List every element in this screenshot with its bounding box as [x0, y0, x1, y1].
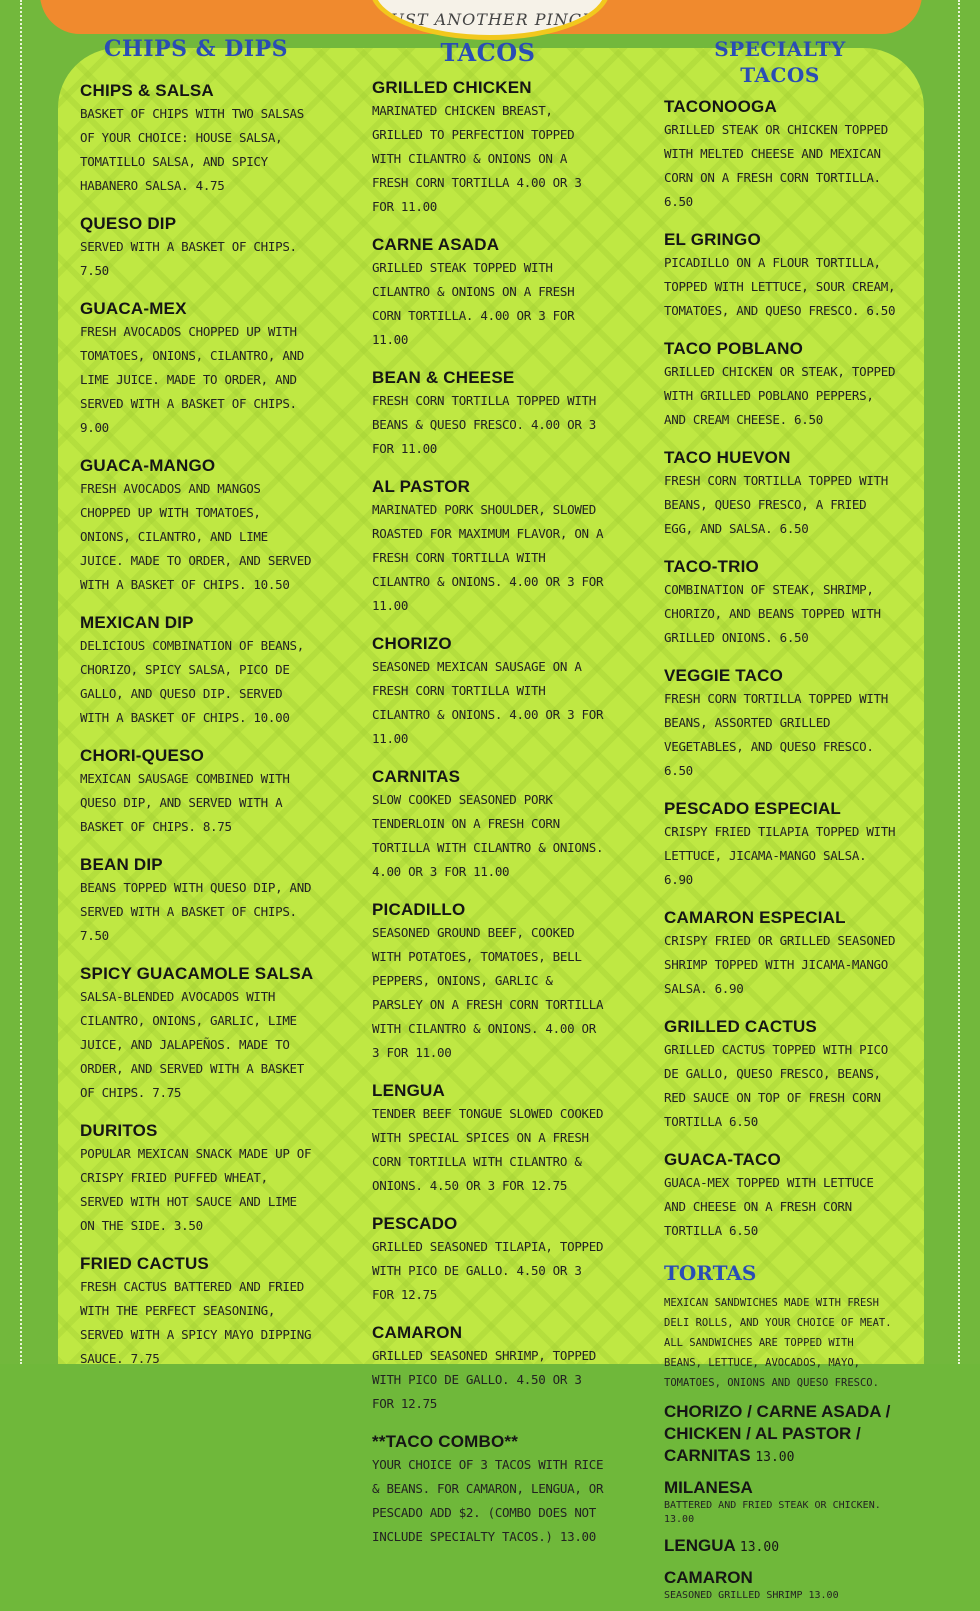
menu-item-name: SPICY GUACAMOLE SALSA — [80, 964, 314, 983]
menu-item-name: GUACA-MANGO — [80, 456, 216, 475]
specialty-title-line1: SPECIALTY — [714, 37, 846, 61]
menu-item — [664, 665, 896, 783]
menu-item — [664, 96, 896, 214]
menu-item-description: COMBINATION OF STEAK, SHRIMP, CHORIZO, AND BEANS TOPPED WITH GRILLED ONIONS. 6.50 — [664, 582, 881, 645]
menu-item-name: AL PASTOR — [372, 477, 471, 496]
torta-item — [664, 1477, 896, 1527]
menu-item-name: CAMARON ESPECIAL — [664, 908, 846, 927]
menu-item-description: GUACA-MEX TOPPED WITH LETTUCE AND CHEESE ON A FRESH CORN TORTILLA 6.50 — [664, 1175, 874, 1238]
menu-item-description: FRESH AVOCADOS AND MANGOS CHOPPED UP WITH TOMATOES, ONIONS, CILANTRO, AND LIME JUICE. MADE TO ORDER, AND SERVED WITH A BASKET OF CHIPS. 10.50 — [80, 481, 312, 592]
menu-item-description: DELICIOUS COMBINATION OF BEANS, CHORIZO, SPICY SALSA, PICO DE GALLO, AND QUESO DIP. SERVED WITH A BASKET OF CHIPS. 10.00 — [80, 638, 304, 725]
menu-item — [80, 1120, 316, 1238]
torta-item — [664, 1401, 896, 1469]
torta-price: 13.00 — [755, 1450, 795, 1465]
menu-item-name: CHORI-QUESO — [80, 746, 205, 765]
menu-item-name: CHORIZO — [372, 634, 452, 653]
menu-item-name: CARNITAS — [372, 767, 461, 786]
menu-item — [664, 447, 896, 541]
menu-item-description: CRISPY FRIED TILAPIA TOPPED WITH LETTUCE, JICAMA-MANGO SALSA. 6.90 — [664, 824, 896, 887]
menu-item — [372, 633, 604, 751]
menu-item-description: CRISPY FRIED OR GRILLED SEASONED SHRIMP TOPPED WITH JICAMA-MANGO SALSA. 6.90 — [664, 933, 896, 996]
menu-item — [372, 1431, 604, 1549]
chips-dips-column — [80, 80, 316, 1386]
menu-item — [664, 556, 896, 650]
menu-item-name: QUESO DIP — [80, 214, 177, 233]
menu-item-description: SEASONED GROUND BEEF, COOKED WITH POTATOES, TOMATOES, BELL PEPPERS, ONIONS, GARLIC & PARSLEY ON A FRESH CORN TORTILLA WITH CILANTRO & ONIONS. 4.00 OR 3 FOR 11.00 — [372, 925, 604, 1060]
chips-dips-title: CHIPS & DIPS — [104, 36, 288, 62]
menu-item-name: CARNE ASADA — [372, 235, 500, 254]
menu-item-description: FRESH CACTUS BATTERED AND FRIED WITH THE PERFECT SEASONING, SERVED WITH A SPICY MAYO DIPPING SAUCE. 7.75 — [80, 1279, 312, 1366]
menu-item — [80, 80, 316, 198]
dotted-border-left — [20, 0, 22, 1364]
torta-item — [664, 1567, 896, 1603]
menu-item — [80, 213, 316, 283]
menu-item-name: BEAN & CHEESE — [372, 368, 515, 387]
menu-item-name: TACO-TRIO — [664, 557, 759, 576]
menu-item-description: GRILLED CHICKEN OR STEAK, TOPPED WITH GRILLED POBLANO PEPPERS, AND CREAM CHEESE. 6.50 — [664, 364, 896, 427]
menu-item-description: BEANS TOPPED WITH QUESO DIP, AND SERVED WITH A BASKET OF CHIPS. 7.50 — [80, 880, 312, 943]
menu-item-description: GRILLED STEAK OR CHICKEN TOPPED WITH MELTED CHEESE AND MEXICAN CORN ON A FRESH CORN TORTILLA. 6.50 — [664, 122, 888, 209]
tortas-title: TORTAS — [664, 1261, 757, 1285]
menu-item-name: GUACA-TACO — [664, 1150, 781, 1169]
menu-item — [664, 1149, 896, 1243]
tacos-column — [372, 77, 604, 1564]
tortas-items — [664, 1401, 896, 1603]
torta-name — [664, 1567, 896, 1589]
menu-item-description: GRILLED SEASONED TILAPIA, TOPPED WITH PICO DE GALLO. 4.50 OR 3 FOR 12.75 — [372, 1239, 604, 1302]
menu-item — [664, 1016, 896, 1134]
menu-item — [372, 234, 604, 352]
torta-price: 13.00 — [739, 1540, 780, 1555]
torta-name — [664, 1401, 896, 1469]
menu-item — [80, 455, 316, 597]
tortas-intro: MEXICAN SANDWICHES MADE WITH FRESH DELI ROLLS, AND YOUR CHOICE OF MEAT. ALL SANDWICHES ARE TOPPED WITH BEANS, LETTUCE, AVOCADOS, MAYO, TOMATOES, ONIONS AND QUESO FRESCO. — [664, 1297, 892, 1389]
menu-item — [664, 798, 896, 892]
menu-item-name: LENGUA — [372, 1081, 445, 1100]
menu-item-name: GRILLED CACTUS — [664, 1017, 817, 1036]
menu-item — [664, 338, 896, 432]
menu-item-description: SEASONED MEXICAN SAUSAGE ON A FRESH CORN TORTILLA WITH CILANTRO & ONIONS. 4.00 OR 3 FOR 11.00 — [372, 659, 604, 746]
menu-item-name: BEAN DIP — [80, 855, 163, 874]
menu-item-description: SERVED WITH A BASKET OF CHIPS. 7.50 — [80, 239, 297, 278]
menu-item-name: FRIED CACTUS — [80, 1254, 209, 1273]
specialty-items — [664, 96, 896, 1243]
menu-item — [80, 963, 316, 1105]
specialty-title-line2: TACOS — [740, 63, 820, 87]
menu-item — [372, 766, 604, 884]
menu-item-name: **TACO COMBO** — [372, 1432, 519, 1451]
menu-item-name: CHIPS & SALSA — [80, 81, 214, 100]
menu-item-description: MARINATED PORK SHOULDER, SLOWED ROASTED FOR MAXIMUM FLAVOR, ON A FRESH CORN TORTILLA WITH CILANTRO & ONIONS. 4.00 OR 3 FOR 11.00 — [372, 502, 604, 613]
menu-item-description: FRESH CORN TORTILLA TOPPED WITH BEANS, ASSORTED GRILLED VEGETABLES, AND QUESO FRESCO. 6.50 — [664, 691, 888, 778]
menu-item — [80, 745, 316, 839]
menu-item-name: PESCADO ESPECIAL — [664, 799, 842, 818]
specialty-tacos-column — [664, 96, 896, 1611]
torta-name — [664, 1477, 896, 1499]
menu-item-description: MARINATED CHICKEN BREAST, GRILLED TO PERFECTION TOPPED WITH CILANTRO & ONIONS ON A FRESH CORN TORTILLA 4.00 OR 3 FOR 11.00 — [372, 103, 582, 214]
menu-item-name: TACONOOGA — [664, 97, 777, 116]
menu-item-name: VEGGIE TACO — [664, 666, 784, 685]
menu-item-description: YOUR CHOICE OF 3 TACOS WITH RICE & BEANS. FOR CAMARON, LENGUA, OR PESCADO ADD $2. (COMBO DOES NOT INCLUDE SPECIALTY TACOS.) 13.00 — [372, 1457, 604, 1544]
torta-description: BATTERED AND FRIED STEAK OR CHICKEN. 13.00 — [664, 1500, 881, 1525]
menu-item-description: SALSA-BLENDED AVOCADOS WITH CILANTRO, ONIONS, GARLIC, LIME JUICE, AND JALAPEÑOS. MADE TO ORDER, AND SERVED WITH A BASKET OF CHIPS. 7.75 — [80, 989, 304, 1100]
menu-item-description: GRILLED SEASONED SHRIMP, TOPPED WITH PICO DE GALLO. 4.50 OR 3 FOR 12.75 — [372, 1348, 596, 1411]
menu-item-description: SLOW COOKED SEASONED PORK TENDERLOIN ON A FRESH CORN TORTILLA WITH CILANTRO & ONIONS. 4.00 OR 3 FOR 11.00 — [372, 792, 604, 879]
menu-item-name: GRILLED CHICKEN — [372, 78, 532, 97]
menu-item — [80, 612, 316, 730]
menu-item-description: GRILLED CACTUS TOPPED WITH PICO DE GALLO, QUESO FRESCO, BEANS, RED SAUCE ON TOP OF FRESH CORN TORTILLA 6.50 — [664, 1042, 888, 1129]
menu-item — [664, 229, 896, 323]
torta-item — [664, 1535, 896, 1559]
torta-name-text: MILANESA — [664, 1478, 753, 1497]
menu-item-description: TENDER BEEF TONGUE SLOWED COOKED WITH SPECIAL SPICES ON A FRESH CORN TORTILLA WITH CILANTRO & ONIONS. 4.50 OR 3 FOR 12.75 — [372, 1106, 604, 1193]
menu-item-description: MEXICAN SAUSAGE COMBINED WITH QUESO DIP, AND SERVED WITH A BASKET OF CHIPS. 8.75 — [80, 771, 290, 834]
menu-item-name: MEXICAN DIP — [80, 613, 194, 632]
menu-item-name: TACO HUEVON — [664, 448, 791, 467]
logo-text: JUST ANOTHER PINCH — [382, 10, 597, 29]
specialty-tacos-title — [664, 36, 896, 88]
menu-item — [80, 854, 316, 948]
menu-item-name: DURITOS — [80, 1121, 158, 1140]
menu-item — [372, 77, 604, 219]
menu-item-description: GRILLED STEAK TOPPED WITH CILANTRO & ONIONS ON A FRESH CORN TORTILLA. 4.00 OR 3 FOR 11.00 — [372, 260, 575, 347]
menu-item — [372, 1213, 604, 1307]
menu-item-name: TACO POBLANO — [664, 339, 804, 358]
torta-name-text: CAMARON — [664, 1568, 753, 1587]
menu-item — [372, 476, 604, 618]
torta-name-text: LENGUA — [664, 1536, 736, 1555]
tacos-title: TACOS — [440, 38, 536, 67]
menu-item-name: CAMARON — [372, 1323, 463, 1342]
menu-item — [80, 1253, 316, 1371]
menu-item — [372, 1322, 604, 1416]
menu-item-description: BASKET OF CHIPS WITH TWO SALSAS OF YOUR CHOICE: HOUSE SALSA, TOMATILLO SALSA, AND SPICY HABANERO SALSA. 4.75 — [80, 106, 304, 193]
menu-item — [664, 907, 896, 1001]
menu-item-description: FRESH CORN TORTILLA TOPPED WITH BEANS, QUESO FRESCO, A FRIED EGG, AND SALSA. 6.50 — [664, 473, 888, 536]
dotted-border-right — [958, 0, 960, 1364]
menu-item — [372, 367, 604, 461]
menu-item-name: EL GRINGO — [664, 230, 761, 249]
torta-description: SEASONED GRILLED SHRIMP 13.00 — [664, 1590, 839, 1601]
torta-name — [664, 1535, 896, 1559]
menu-item-description: PICADILLO ON A FLOUR TORTILLA, TOPPED WITH LETTUCE, SOUR CREAM, TOMATOES, AND QUESO FRESCO. 6.50 — [664, 255, 896, 318]
menu-item — [372, 1080, 604, 1198]
torta-name-text: CHORIZO / CARNE ASADA / CHICKEN / AL PASTOR / CARNITAS — [664, 1402, 891, 1465]
menu-item — [80, 298, 316, 440]
menu-item-description: FRESH CORN TORTILLA TOPPED WITH BEANS & QUESO FRESCO. 4.00 OR 3 FOR 11.00 — [372, 393, 596, 456]
menu-item-name: PICADILLO — [372, 900, 466, 919]
menu-item-description: POPULAR MEXICAN SNACK MADE UP OF CRISPY FRIED PUFFED WHEAT, SERVED WITH HOT SAUCE AND LIME ON THE SIDE. 3.50 — [80, 1146, 312, 1233]
menu-item-description: FRESH AVOCADOS CHOPPED UP WITH TOMATOES, ONIONS, CILANTRO, AND LIME JUICE. MADE TO ORDER, AND SERVED WITH A BASKET OF CHIPS. 9.00 — [80, 324, 304, 435]
menu-item-name: GUACA-MEX — [80, 299, 187, 318]
menu-item — [372, 899, 604, 1065]
menu-item-name: PESCADO — [372, 1214, 458, 1233]
